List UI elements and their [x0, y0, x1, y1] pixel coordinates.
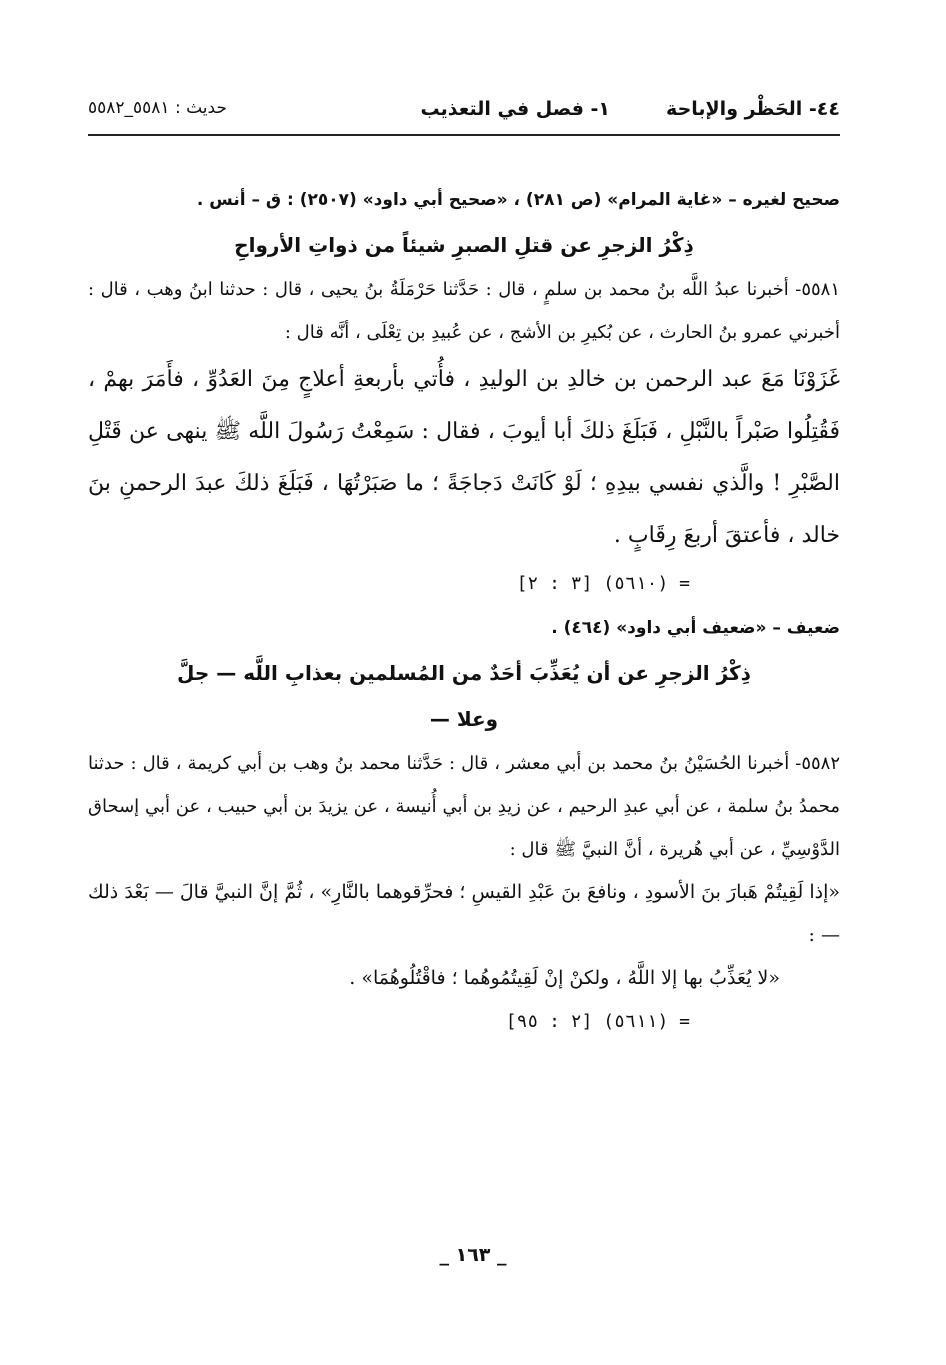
isnad-5581: ٥٥٨١- أخبرنا عبدُ اللَّه بنُ محمد بن سلمٍ ، قال : حَدَّثنا حَرْمَلَةُ بنُ يحيى ، قال : حدثنا ابنُ وهب ، قال : أخبرني عمرو بنُ الحارث ، عن بُكيرِ بن الأشج ، عن عُبيدِ بن تِعْلَى ، أنَّه قال :	[88, 279, 840, 343]
section-title: ١- فصل في التعذيب	[420, 98, 610, 120]
quote-5582-a: «إذا لَقِيتُمْ هَبارَ بنَ الأسودِ ، ونافعَ بنَ عَبْدِ القيسِ ؛ فحرِّقوهما بالنَّارِ» ، ثُمَّ إنَّ النبيَّ قالَ — بَعْدَ ذلك — :	[88, 881, 840, 946]
isnad-5582: ٥٥٨٢- أخبرنا الحُسَيْنُ بنُ محمد بن أبي معشر ، قال : حَدَّثنا محمد بنُ وهب بن أبي كريمة ، قال : حدثنا محمدُ بنُ سلمة ، عن أبي عبدِ الرحيم ، عن زيدِ بن أبي أُنيسة ، عن يزيدَ بن أبي حبيب ، عن أبي إسحاق الدَّوْسِيِّ ، عن أبي هُريرة ، أنَّ النبيَّ ﷺ قال :	[88, 753, 840, 860]
hadith-range: حديث : ٥٥٨١_٥٥٨٢	[88, 98, 227, 118]
grade-note-2: ضعيف – «ضعيف أبي داود» (٤٦٤) .	[551, 618, 840, 638]
quote-5582-b: «لا يُعَذِّبُ بها إلا اللَّهُ ، ولكنْ إنْ لَقِيتُمُوهُما ؛ فاقْتُلُوهُمَا» .	[349, 967, 780, 989]
page-body	[88, 178, 840, 1044]
grade-note-1: صحيح لغيره – «غاية المرام» (ص ٢٨١) ، «صحيح أبي داود» (٢٥٠٧) : ق – أنس .	[196, 190, 840, 210]
reference-5581: = (٥٦١٠) [٣ : ٢]	[516, 573, 690, 594]
chapter-heading-2-cont: وعلا —	[429, 707, 499, 731]
running-header	[88, 92, 840, 128]
chapter-heading-1: ذِكْرُ الزجرِ عن قتلِ الصبرِ شيئاً من ذواتِ الأرواحِ	[234, 233, 694, 257]
page-number: _ ١٦٣ _	[439, 1244, 507, 1266]
chapter-heading-2: ذِكْرُ الزجرِ عن أن يُعَذِّبَ أحَدٌ من المُسلمين بعذابِ اللَّه — جلَّ	[177, 661, 751, 685]
header-rule	[88, 134, 840, 136]
reference-5582: = (٥٦١١) [٢ : ٩٥]	[505, 1011, 690, 1032]
matn-5581: غَزَوْنَا مَعَ عبد الرحمن بن خالدِ بن الوليدِ ، فأُتي بأربعةِ أعلاجٍ مِنَ العَدُوِّ ، فأَمَرَ بهمْ ، فَقُتِلُوا صَبْراً بالنَّبْلِ ، فَبَلَغَ ذلكَ أبا أيوبَ ، فقال : سَمِعْتُ رَسُولَ اللَّه ﷺ ينهى عن قَتْلِ الصَّبْرِ ! والَّذي نفسي بيدِهِ ؛ لَوْ كَانَتْ دَجاجَةً ؛ ما صَبَرْتُهَا ، فَبَلَغَ ذلكَ عبدَ الرحمنِ بنَ خالد ، فأعتقَ أربعَ رِقَابٍ .	[88, 367, 840, 548]
chapter-title: ٤٤- الحَظْر والإباحة	[666, 98, 840, 120]
